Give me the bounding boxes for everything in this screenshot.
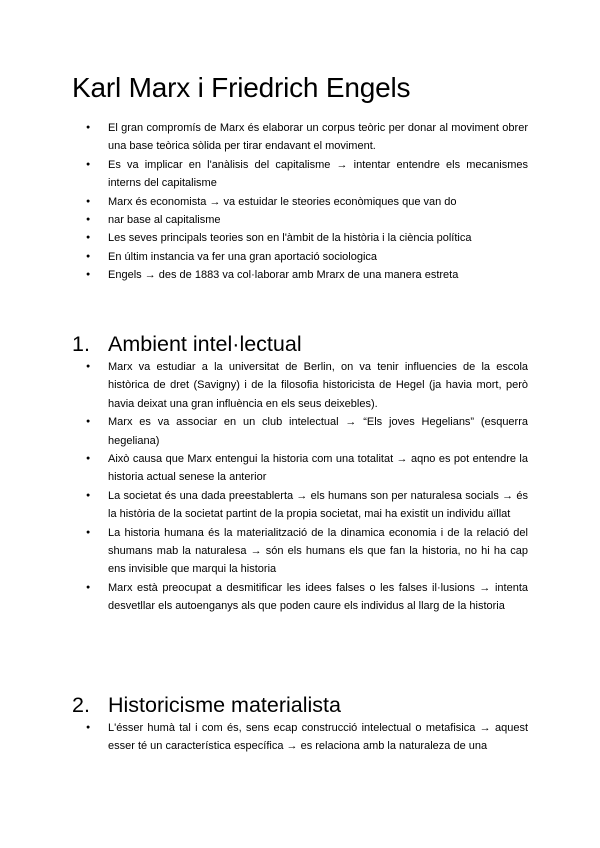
list-item: ● Això causa que Marx entengui la historia com una totalitat → aqno es pot entendre la historia actual senese la anterior [72,450,528,487]
section-heading [72,330,302,358]
list-item: ● Les seves principals teories son en l'àmbit de la història i la ciència política [72,229,528,247]
list-item: ● nar base al capitalisme [72,211,528,229]
list-item: ● L'ésser humà tal i com és, sens ecap construcció intelectual o metafisica → aquest esser té un característica específica → es relaciona amb la naturaleza de una [72,719,528,756]
list-item: ● Marx va estudiar a la universitat de Berlin, on va tenir influencies de la escola històrica de dret (Savigny) i de la filosofia historicista de Hegel (ja havia mort, però havia deixat una gran influència en els seus deixebles). [72,358,528,413]
section-title: Historicisme materialista [108,693,341,717]
section-heading [72,691,341,719]
section-bullet-list [72,358,528,616]
list-item: ● La historia humana és la materialització de la dinamica economia i de la relació del shumans mab la naturalesa → són els humans els que fan la historia, no hi ha cap ens invisible que marqui la historia [72,524,528,579]
list-item: ● La societat és una dada preestablerta → els humans son per naturalesa socials → és la història de la societat partint de la propia societat, mai ha existit un individu aïllat [72,487,528,524]
list-item: ● En últim instancia va fer una gran aportació sociologica [72,248,528,266]
list-item: ● Es va implicar en l'anàlisis del capitalisme → intentar entendre els mecanismes interns del capitalisme [72,156,528,193]
intro-bullet-list [72,119,528,285]
list-item: ● Marx és economista → va estuidar le steories econòmiques que van do [72,193,528,211]
section-title: Ambient intel·lectual [108,332,302,356]
section-number: 2. [72,693,90,717]
section-number: 1. [72,332,90,356]
list-item: ● El gran compromís de Marx és elaborar un corpus teòric per donar al moviment obrer una base teòrica sòlida per tirar endavant el moviment. [72,119,528,156]
list-item: ● Engels → des de 1883 va col·laborar amb Mrarx de una manera estreta [72,266,528,284]
document-title: Karl Marx i Friedrich Engels [72,72,411,103]
list-item: ● Marx està preocupat a desmitificar les idees falses o les falses il·lusions → intenta desvetllar els autoenganys als que poden caure els individus al llarg de la historia [72,579,528,616]
section-bullet-list [72,719,528,756]
list-item: ● Marx es va associar en un club intelectual → “Els joves Hegelians” (esquerra hegeliana) [72,413,528,450]
